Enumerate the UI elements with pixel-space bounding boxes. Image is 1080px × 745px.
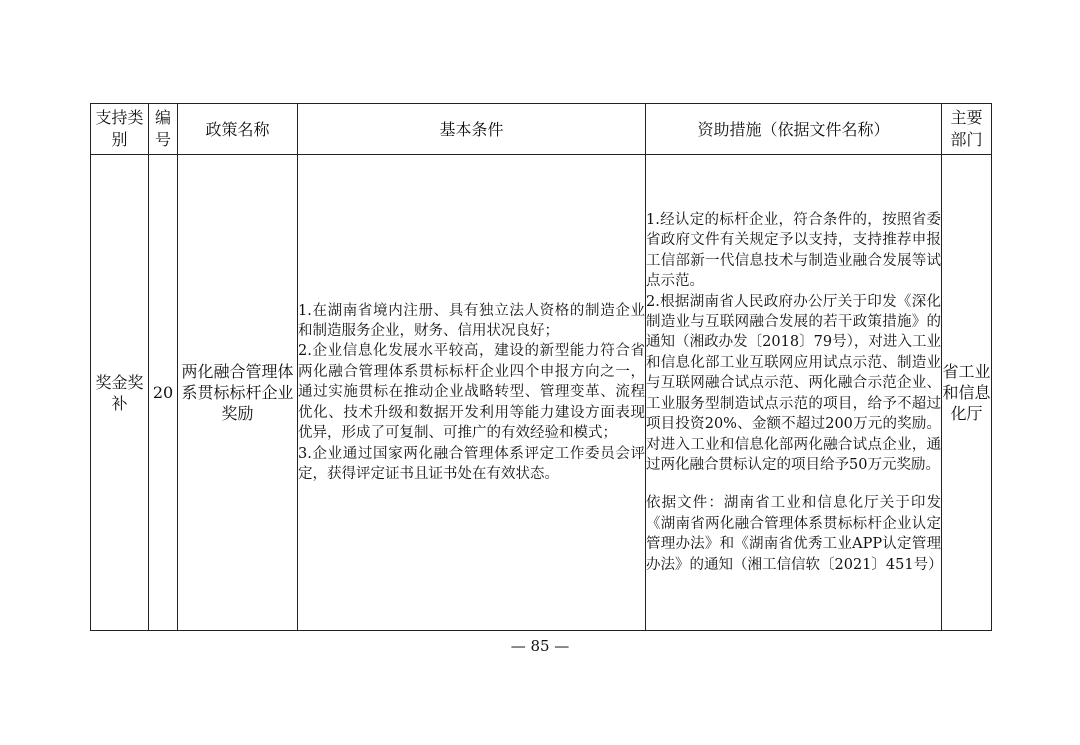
table-row bbox=[91, 155, 992, 631]
header-measures: 资助措施（依据文件名称） bbox=[646, 104, 942, 155]
cell-conditions bbox=[298, 155, 646, 631]
header-support-type: 支持类别 bbox=[91, 104, 149, 155]
table-header-row bbox=[91, 104, 992, 155]
cell-support-type: 奖金奖补 bbox=[91, 155, 149, 631]
measure-item: 1.经认定的标杆企业，符合条件的，按照省委省政府文件有关规定予以支持，支持推荐申报工信部新一代信息技术与制造业融合发展等试点示范。 bbox=[646, 212, 941, 290]
header-number: 编号 bbox=[149, 104, 178, 155]
cell-measures bbox=[646, 155, 942, 631]
policy-table bbox=[90, 103, 992, 631]
header-conditions: 基本条件 bbox=[298, 104, 646, 155]
cell-policy-name: 两化融合管理体系贯标标杆企业奖励 bbox=[178, 155, 298, 631]
header-policy-name: 政策名称 bbox=[178, 104, 298, 155]
condition-item: 2.企业信息化发展水平较高，建设的新型能力符合省两化融合管理体系贯标标杆企业四个申报方向之一，通过实施贯标在推动企业战略转型、管理变革、流程优化、技术升级和数据开发利用等能力建设方面表现优异，形成了可复制、可推广的有效经验和模式； bbox=[298, 343, 645, 442]
cell-number: 20 bbox=[149, 155, 178, 631]
measure-item: 2.根据湖南省人民政府办公厅关于印发《深化制造业与互联网融合发展的若干政策措施》的通知（湘政办发〔2018〕79号），对进入工业和信息化部工业互联网应用试点示范、制造业与互联网融合试点示范、两化融合示范企业、工业服务型制造试点示范的项目，给予不超过项目投资20%、金额不超过200万元的奖励。对进入工业和信息化部两化融合试点企业，通过两化融合贯标认定的项目给予50万元奖励。 bbox=[646, 293, 941, 473]
condition-item: 3.企业通过国家两化融合管理体系评定工作委员会评定，获得评定证书且证书处在有效状态。 bbox=[298, 445, 645, 482]
header-department: 主要部门 bbox=[942, 104, 992, 155]
cell-department: 省工业和信息化厅 bbox=[942, 155, 992, 631]
condition-item: 1.在湖南省境内注册、具有独立法人资格的制造企业和制造服务企业，财务、信用状况良好； bbox=[298, 302, 645, 340]
page-number: — 85 — bbox=[510, 637, 570, 655]
basis-document: 依据文件：湖南省工业和信息化厅关于印发《湖南省两化融合管理体系贯标标杆企业认定管理办法》和《湖南省优秀工业APP认定管理办法》的通知（湘工信信软〔2021〕451号） bbox=[646, 495, 943, 573]
